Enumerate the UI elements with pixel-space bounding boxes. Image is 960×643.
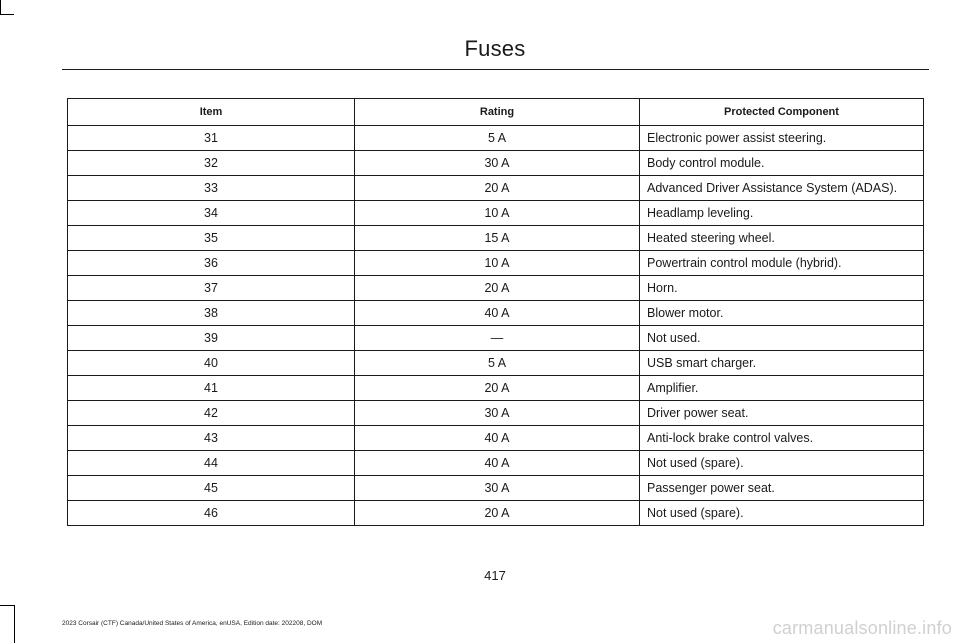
cell-rating: 10 A: [355, 201, 640, 226]
column-header-item: Item: [68, 99, 355, 126]
cell-rating: 30 A: [355, 401, 640, 426]
cell-protected-component: Anti-lock brake control valves.: [640, 426, 924, 451]
page-title: Fuses: [464, 36, 526, 61]
cell-item: 32: [68, 151, 355, 176]
cell-item: 46: [68, 501, 355, 526]
cell-item: 42: [68, 401, 355, 426]
cell-protected-component: Body control module.: [640, 151, 924, 176]
cell-rating: 5 A: [355, 351, 640, 376]
edition-footer: 2023 Corsair (CTF) Canada/United States of America, enUSA, Edition date: 202208, DOM: [62, 620, 323, 627]
cell-item: 33: [68, 176, 355, 201]
table-row: [68, 201, 924, 226]
cell-protected-component: Passenger power seat.: [640, 476, 924, 501]
table-row: [68, 401, 924, 426]
watermark: carmanualsonline.info: [772, 618, 952, 638]
column-header-rating: Rating: [355, 99, 640, 126]
cell-item: 38: [68, 301, 355, 326]
cell-item: 41: [68, 376, 355, 401]
cell-item: 37: [68, 276, 355, 301]
table-row: [68, 276, 924, 301]
cell-protected-component: Headlamp leveling.: [640, 201, 924, 226]
table-header-row: [68, 99, 924, 126]
table-row: [68, 126, 924, 151]
table-row: [68, 501, 924, 526]
table-row: [68, 251, 924, 276]
cell-rating: 20 A: [355, 501, 640, 526]
crop-mark-bottom-left: [0, 605, 14, 606]
cell-rating: 30 A: [355, 151, 640, 176]
fuse-table: [67, 98, 924, 526]
cell-protected-component: Not used.: [640, 326, 924, 351]
table-row: [68, 176, 924, 201]
cell-protected-component: Heated steering wheel.: [640, 226, 924, 251]
crop-mark-top-left-h: [0, 14, 14, 15]
table-row: [68, 351, 924, 376]
cell-item: 34: [68, 201, 355, 226]
cell-item: 45: [68, 476, 355, 501]
cell-item: 31: [68, 126, 355, 151]
cell-rating: 20 A: [355, 376, 640, 401]
cell-rating: 15 A: [355, 226, 640, 251]
cell-item: 40: [68, 351, 355, 376]
crop-mark-top-left: [0, 0, 1, 14]
cell-protected-component: Not used (spare).: [640, 501, 924, 526]
cell-item: 35: [68, 226, 355, 251]
cell-rating: 20 A: [355, 176, 640, 201]
cell-rating: 5 A: [355, 126, 640, 151]
table-row: [68, 226, 924, 251]
crop-mark-bottom-left-v: [14, 605, 15, 643]
cell-rating: 20 A: [355, 276, 640, 301]
cell-item: 39: [68, 326, 355, 351]
cell-rating: 10 A: [355, 251, 640, 276]
cell-protected-component: Blower motor.: [640, 301, 924, 326]
column-header-protected-component: Protected Component: [640, 99, 924, 126]
table-row: [68, 326, 924, 351]
cell-item: 43: [68, 426, 355, 451]
cell-rating: 40 A: [355, 451, 640, 476]
cell-rating: —: [355, 326, 640, 351]
cell-protected-component: Powertrain control module (hybrid).: [640, 251, 924, 276]
cell-protected-component: Advanced Driver Assistance System (ADAS).: [640, 176, 924, 201]
cell-protected-component: USB smart charger.: [640, 351, 924, 376]
table-row: [68, 376, 924, 401]
cell-rating: 30 A: [355, 476, 640, 501]
page-number: 417: [484, 568, 506, 583]
cell-protected-component: Electronic power assist steering.: [640, 126, 924, 151]
table-row: [68, 476, 924, 501]
cell-item: 44: [68, 451, 355, 476]
cell-rating: 40 A: [355, 426, 640, 451]
cell-rating: 40 A: [355, 301, 640, 326]
header-rule: [62, 69, 929, 70]
table-row: [68, 301, 924, 326]
table-row: [68, 151, 924, 176]
cell-protected-component: Driver power seat.: [640, 401, 924, 426]
table-row: [68, 451, 924, 476]
cell-protected-component: Horn.: [640, 276, 924, 301]
fuse-table-body: [68, 126, 924, 526]
cell-protected-component: Not used (spare).: [640, 451, 924, 476]
table-row: [68, 426, 924, 451]
cell-protected-component: Amplifier.: [640, 376, 924, 401]
cell-item: 36: [68, 251, 355, 276]
